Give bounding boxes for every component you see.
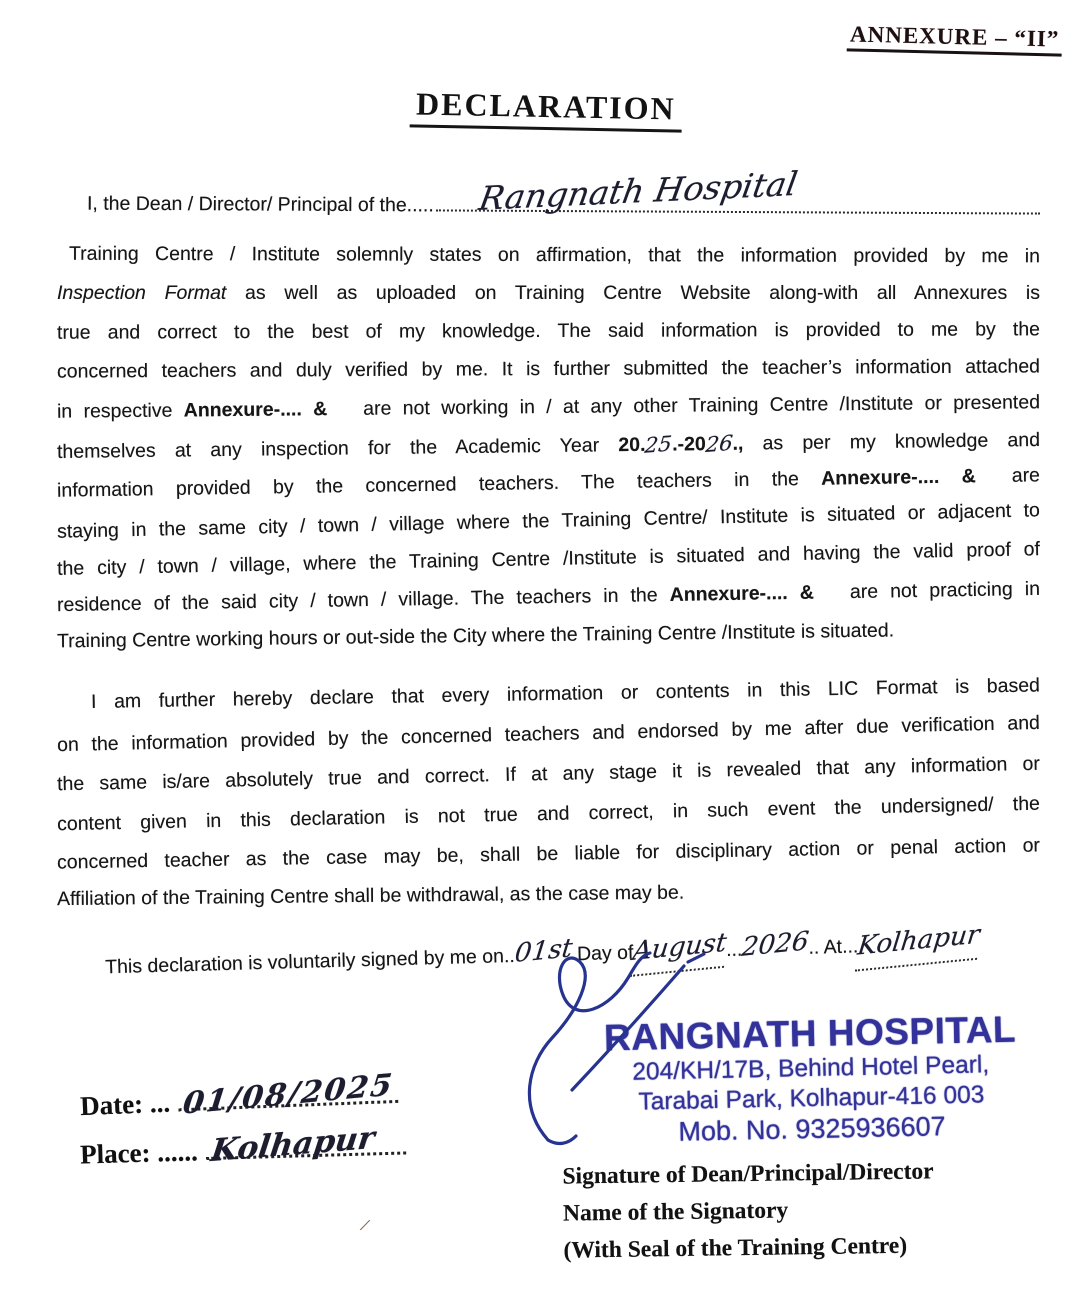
document-text-line [57, 274, 1040, 312]
printed-text-segment: are not working in / at any other Training Centre /Institute or presented [363, 391, 1041, 420]
printed-text-segment: staying in the same city / town / village where the Training Centre/ Institute is situated or adjacent to [56, 499, 1041, 543]
printed-text-segment: .-20 [672, 433, 706, 456]
printed-text-segment: true and correct to the best of my knowledge. The said information is provided to me by the [56, 318, 1041, 344]
handwritten-entry: August [630, 920, 729, 977]
printed-text-segment [814, 598, 850, 599]
printed-text-segment: Annexure-.... & [183, 398, 328, 422]
printed-text-segment: concerned teacher as the case may be, shall be liable for disciplinary action or penal action or [56, 834, 1041, 874]
signature-block-line1: Signature of Dean/Principal/Director [562, 1158, 934, 1190]
date-row [79, 1067, 398, 1122]
printed-text-segment: Training Centre / Institute solemnly states on affirmation, that the information provided by me in [68, 242, 1041, 268]
dotted-fill-line [436, 164, 1040, 218]
handwritten-place: Kolhapur [208, 1120, 377, 1170]
title-row [0, 85, 1092, 130]
date-label: Date: ... [79, 1087, 171, 1122]
printed-text-segment: Annexure-.... & [669, 581, 815, 606]
signature-scribble [514, 938, 714, 1146]
handwritten-entry: 01st [512, 933, 574, 969]
printed-text-segment: Day of [571, 941, 634, 966]
printed-text-segment: on the information provided by the concerned teachers and endorsed by me after due verification and [56, 711, 1041, 757]
place-dotted-line [205, 1120, 406, 1170]
printed-text-segment: Affiliation of the Training Centre shall be withdrawal, as the case may be. [56, 881, 685, 911]
printed-text-segment: in respective [56, 399, 184, 423]
signature-block [562, 1153, 935, 1269]
printed-text-segment: ., [732, 432, 744, 455]
document-body [0, 164, 1092, 979]
printed-text-segment: 20. [618, 433, 646, 457]
page-title: DECLARATION [410, 85, 682, 132]
document-text-line [57, 235, 1040, 276]
printed-text-segment: Training Centre working hours or out-side the City where the Training Centre /Institute is situated. [56, 619, 895, 653]
handwritten-institution: Rangnath Hospital [476, 164, 801, 218]
printed-text-segment: are not practicing in [849, 577, 1041, 604]
annexure-row [0, 0, 1092, 54]
stamp-mobile-number: Mob. No. 9325936607 [678, 1111, 946, 1147]
printed-text-segment: content given in this declaration is not true and correct, in such event the undersigned/ the [56, 792, 1041, 836]
printed-text-segment: themselves at any inspection for the Academic Year [56, 434, 619, 464]
printed-text-segment [976, 482, 1012, 483]
printed-text-segment: the city / town / village, where the Training Centre /Institute is situated and having the valid proof of [56, 538, 1041, 580]
printed-text-segment: I am further hereby declare that every information or contents in this LIC Format is based [90, 674, 1041, 713]
stamp-address-line1: 204/KH/17B, Behind Hotel Pearl, [632, 1051, 990, 1086]
printed-text-segment: are [1011, 464, 1041, 487]
opening-printed-text: I, the Dean / Director/ Principal of the..... [86, 192, 434, 217]
handwritten-entry: 25 [644, 431, 674, 458]
printed-text-segment: as well as uploaded on Training Centre Website along-with all Annexures is [226, 282, 1040, 304]
printed-text-segment: ... [725, 938, 743, 962]
signature-block-line3: (With Seal of the Training Centre) [563, 1232, 908, 1264]
handwritten-date: 01/08/2025 [180, 1067, 396, 1122]
handwritten-entry: 26 [704, 430, 734, 457]
printed-text-segment: Annexure-.... & [821, 465, 976, 490]
stamp-hospital-name: RANGNATH HOSPITAL [603, 1008, 1017, 1059]
handwritten-entry: Kolhapur [855, 912, 982, 972]
stamp-address-line2: Tarabai Park, Kolhapur-416 003 [638, 1080, 985, 1116]
printed-text-segment: the same is/are absolutely true and correct. If at any stage it is revealed that any information or [56, 752, 1041, 796]
paragraph-further-declaration [57, 674, 1040, 914]
annexure-heading: ANNEXURE – “II” [846, 21, 1062, 56]
printed-text-segment: information provided by the concerned teachers. The teachers in the [56, 467, 822, 502]
printed-text-segment: residence of the said city / town / village. The teachers in the [56, 583, 670, 617]
signature-block-line2: Name of the Signatory [562, 1197, 789, 1227]
printed-text-segment: .. At... [808, 935, 859, 959]
date-dotted-line [177, 1067, 398, 1122]
scan-stray-mark: ⁄ [362, 1215, 369, 1236]
paragraph-declaration [57, 236, 1040, 654]
place-row [79, 1120, 407, 1170]
opening-line [57, 164, 1040, 224]
printed-text-segment: This declaration is voluntarily signed by me on.. [104, 944, 516, 979]
document-text-line [57, 310, 1040, 351]
printed-text-segment: Inspection Format [57, 282, 227, 304]
printed-text-segment: as per my knowledge and [743, 428, 1041, 455]
handwritten-entry: 2026 [740, 926, 811, 963]
printed-text-segment: concerned teachers and duly verified by me. It is further submitted the teacher’s information attached [56, 355, 1041, 383]
place-label: Place: ...... [79, 1136, 199, 1170]
